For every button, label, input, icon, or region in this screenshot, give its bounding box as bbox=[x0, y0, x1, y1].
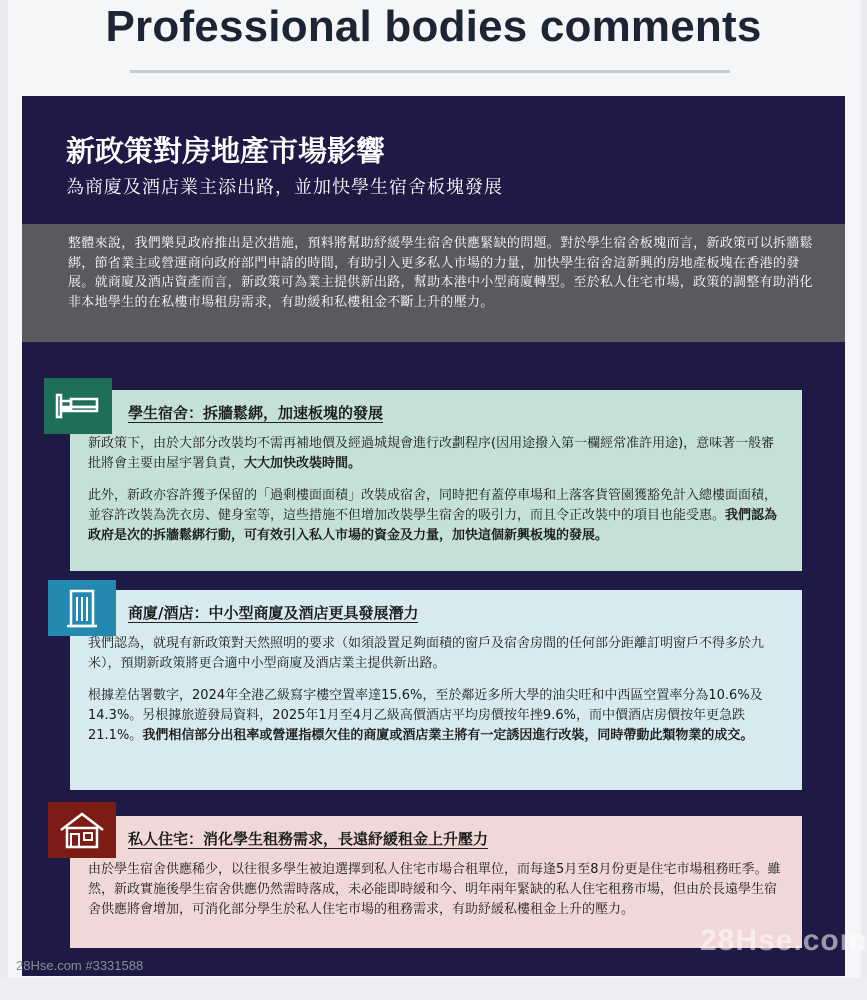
section-commercial-hotel bbox=[70, 590, 802, 790]
page-title: Professional bodies comments bbox=[105, 2, 762, 51]
document-subtitle: 為商廈及酒店業主添出路，並加快學生宿舍板塊發展 bbox=[66, 177, 503, 198]
page-edge-right bbox=[861, 0, 867, 1000]
document-title: 新政策對房地產市場影響 bbox=[66, 134, 386, 168]
intro-paragraph: 整體來說，我們樂見政府推出是次措施，預料將幫助紓緩學生宿舍供應緊缺的問題。對於學生宿舍板塊而言，新政策可以拆牆鬆綁，節省業主或營運商向政府部門申請的時間，有助引入更多私人市場的力量，加快學生宿舍這新興的房地產板塊在香港的發展。就商廈及酒店資產而言，新政策可為業主提供新出路，幫助本港中小型商廈轉型。至於私人住宅市場，政策的調整有助消化非本地學生的在私樓市場租房需求，有助緩和私樓租金不斷上升的壓力。 bbox=[22, 224, 845, 342]
section-paragraph: 由於學生宿舍供應稀少，以往很多學生被迫選擇到私人住宅市場合租單位，而每逢5月至8月份更是住宅市場租務旺季。雖然，新政實施後學生宿舍供應仍然需時落成，未必能即時緩和今、明年兩年緊缺的私人住宅租務市場，但由於長遠學生宿舍供應將會增加，可消化部分學生於私人住宅市場的租務需求，有助紓緩私樓租金上升的壓力。 bbox=[88, 862, 781, 917]
section-heading: 商廈/酒店：中小型商廈及酒店更具發展潛力 bbox=[128, 604, 419, 622]
section-paragraph: 新政策下，由於大部分改裝均不需再補地價及經過城規會進行改劃程序(因用途撥入第一欄經常准許用途)，意味著一般審批將會主要由屋宇署負責，大大加快改裝時間。 bbox=[88, 436, 775, 471]
watermark-logo: 28Hse.com bbox=[700, 924, 867, 957]
document-card bbox=[22, 96, 845, 976]
title-divider bbox=[130, 70, 730, 73]
section-student-housing bbox=[70, 390, 802, 571]
section-paragraph: 此外，新政亦容許獲予保留的「過剩樓面面積」改裝成宿舍，同時把有蓋停車場和上落客貨管園獲豁免計入總樓面面積，並容許改裝為洗衣房、健身室等，這些措施不但增加改裝學生宿舍的吸引力，而且令正改裝中的項目也能受惠。我們認為政府是次的拆牆鬆綁行動，可有效引入私人市場的資金及力量，加快這個新興板塊的發展。 bbox=[88, 488, 778, 543]
page-edge-left bbox=[0, 0, 8, 1000]
section-heading: 私人住宅：消化學生租務需求，長遠紓緩租金上升壓力 bbox=[128, 830, 489, 848]
section-paragraph: 我們認為，就現有新政策對天然照明的要求（如須設置足夠面積的窗戶及宿舍房間的任何部分距離訂明窗戶不得多於九米），預期新政策將更合適中小型商廈及酒店業主提供新出路。 bbox=[88, 636, 765, 671]
section-paragraph: 根據差估署數字，2024年全港乙級寫字樓空置率達15.6%，至於鄰近多所大學的油尖旺和中西區空置率分為10.6%及14.3%。另根據旅遊發局資料，2025年1月至4月乙級高價酒店平均房價按年挫9.6%，而中價酒店房價按年更急跌21.1%。我們相信部分出租率或營運指標欠佳的商廈或酒店業主將有一定誘因進行改裝，同時帶動此類物業的成交。 bbox=[88, 688, 763, 743]
building-icon bbox=[48, 580, 116, 636]
section-heading: 學生宿舍：拆牆鬆綁，加速板塊的發展 bbox=[128, 404, 384, 422]
bed-icon bbox=[44, 378, 112, 434]
footer-strip bbox=[0, 978, 867, 1000]
section-private-residential bbox=[70, 816, 802, 948]
watermark-text: 28Hse.com #3331588 bbox=[16, 958, 144, 973]
house-icon bbox=[48, 802, 116, 858]
